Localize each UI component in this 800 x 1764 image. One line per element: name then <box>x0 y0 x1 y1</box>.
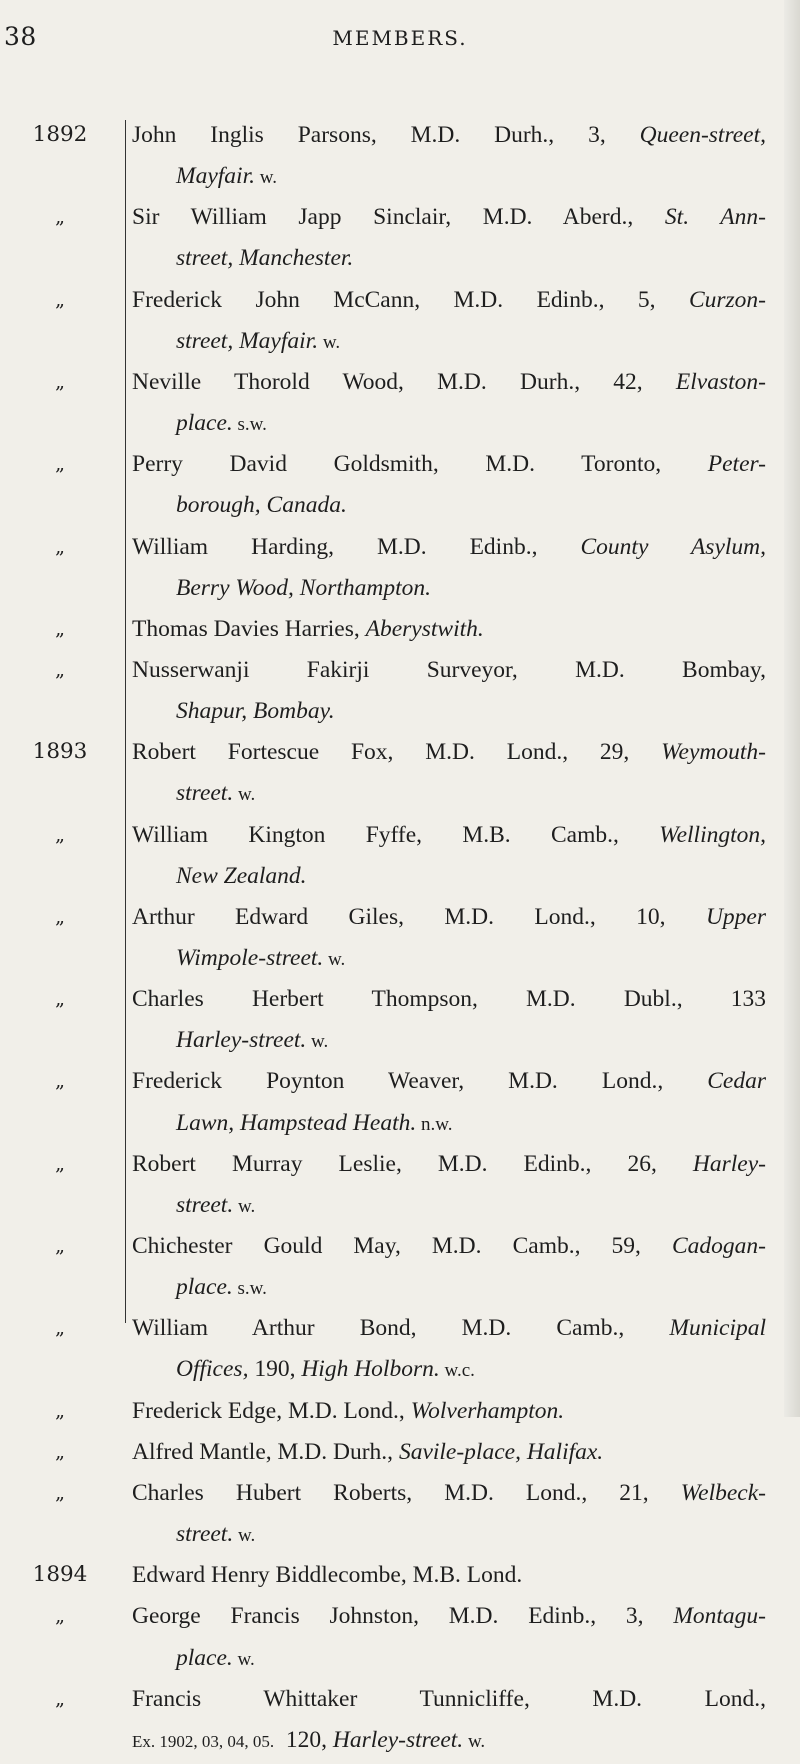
page-edge-shadow <box>784 0 800 1417</box>
member-entry <box>132 653 766 735</box>
member-address-cont: 120, <box>285 1726 333 1753</box>
member-entry <box>132 283 766 365</box>
member-address-cont: Harley-street. <box>176 1027 307 1054</box>
member-entry <box>132 1599 766 1681</box>
year-ditto: „ <box>55 535 65 558</box>
member-entry <box>132 735 766 817</box>
member-address: Curzon- <box>688 286 766 313</box>
member-name: Frederick Poynton Weaver, M.D. Lond., <box>132 1068 708 1095</box>
year-ditto: „ <box>55 1235 65 1258</box>
member-entry <box>132 447 766 529</box>
member-entry <box>132 1311 766 1393</box>
member-name: Frederick Edge, M.D. Lond., <box>132 1397 411 1424</box>
year-ditto: „ <box>55 617 65 640</box>
postal-district: w. <box>323 948 346 970</box>
member-name: William Arthur Bond, M.D. Camb., <box>132 1315 670 1342</box>
year-ditto: „ <box>55 1399 65 1422</box>
member-address: Harley- <box>692 1150 766 1177</box>
running-head: MEMBERS. <box>332 26 468 50</box>
member-entry <box>132 1682 766 1764</box>
postal-district: w. <box>233 1525 256 1547</box>
page-number: 38 <box>4 22 37 51</box>
member-address: Cedar <box>707 1068 766 1095</box>
member-address: Upper <box>705 903 766 930</box>
member-name: William Kington Fyffe, M.B. Camb., <box>132 821 660 848</box>
member-entry <box>132 1229 766 1311</box>
postal-district: w. <box>463 1730 486 1752</box>
member-address: Weymouth- <box>661 739 766 766</box>
year-ditto: „ <box>55 206 65 229</box>
member-name: Nusserwanji Fakirji Surveyor, M.D. Bombay, <box>132 656 766 683</box>
member-address-cont: Wimpole-street. <box>176 944 324 971</box>
member-name: Alfred Mantle, M.D. Durh., <box>132 1438 399 1465</box>
postal-district: s.w. <box>232 1278 267 1300</box>
ex-note: Ex. 1902, 03, 04, 05. <box>132 1731 275 1751</box>
member-name: Robert Murray Leslie, M.D. Edinb., 26, <box>132 1150 693 1177</box>
member-entry <box>132 118 766 200</box>
member-address-street: High Holborn. <box>301 1356 440 1383</box>
postal-district: w. <box>233 784 256 806</box>
postal-district: w.c. <box>439 1360 475 1382</box>
year-ditto: „ <box>55 453 65 476</box>
member-address: St. Ann- <box>664 204 766 231</box>
member-address: County Asylum, <box>580 533 766 560</box>
member-name: Perry David Goldsmith, M.D. Toronto, <box>132 451 708 478</box>
postal-district: w. <box>233 1195 256 1217</box>
member-entry <box>132 612 766 653</box>
year-ditto: „ <box>55 905 65 928</box>
year-ditto: „ <box>55 1070 65 1093</box>
year-ditto: „ <box>55 1687 65 1710</box>
member-entry <box>132 200 766 282</box>
year-label: 1892 <box>32 122 88 147</box>
member-address: Municipal <box>669 1315 766 1342</box>
member-name: Neville Thorold Wood, M.D. Durh., 42, <box>132 368 676 395</box>
member-name: Frederick John McCann, M.D. Edinb., 5, <box>132 286 689 313</box>
member-address: Wellington, <box>659 821 766 848</box>
member-entry <box>132 900 766 982</box>
column-rule <box>125 120 126 1323</box>
year-ditto: „ <box>55 370 65 393</box>
member-address-cont: street, Mayfair. <box>176 327 319 354</box>
year-ditto: „ <box>55 1605 65 1628</box>
postal-district: w. <box>318 331 341 353</box>
member-entry <box>132 1064 766 1146</box>
member-address-cont: street. <box>176 1521 234 1548</box>
postal-district: n.w. <box>416 1113 453 1135</box>
member-entry <box>132 1476 766 1558</box>
member-address-cont: place. <box>176 1644 233 1671</box>
member-entry <box>132 1394 766 1435</box>
member-name: Charles Hubert Roberts, M.D. Lond., 21, <box>132 1479 681 1506</box>
member-address: Aberystwith. <box>365 615 484 642</box>
member-name: John Inglis Parsons, M.D. Durh., 3, <box>132 122 640 148</box>
member-entry <box>132 982 766 1064</box>
member-address-cont: Mayfair. <box>176 163 255 190</box>
member-address: Elvaston- <box>675 368 766 395</box>
year-ditto: „ <box>55 823 65 846</box>
member-address-cont: Shapur, Bombay. <box>176 698 335 725</box>
postal-district: s.w. <box>232 414 267 436</box>
year-ditto: „ <box>55 658 65 681</box>
year-label: 1893 <box>32 739 88 765</box>
member-address: Savile-place, Halifax. <box>398 1438 604 1465</box>
member-entry <box>132 818 766 900</box>
member-name: Edward Henry Biddlecombe, M.B. Lond. <box>132 1562 523 1589</box>
member-address-cont: Lawn, Hampstead Heath. <box>176 1109 417 1136</box>
member-address-cont: street. <box>176 1191 234 1218</box>
postal-district: w. <box>254 167 277 189</box>
year-ditto: „ <box>55 1481 65 1504</box>
member-address: Peter- <box>707 451 766 478</box>
year-ditto: „ <box>55 1317 65 1340</box>
member-address-cont: street. <box>176 780 234 807</box>
member-address: Wolverhampton. <box>410 1397 565 1424</box>
member-address-street: Harley-street. <box>332 1726 464 1753</box>
member-address-cont: borough, Canada. <box>176 492 347 519</box>
year-label: 1894 <box>32 1562 88 1588</box>
year-ditto: „ <box>55 988 65 1011</box>
member-name: Thomas Davies Harries, <box>132 615 366 642</box>
member-entry <box>132 1558 766 1599</box>
year-ditto: „ <box>55 288 65 311</box>
member-address-cont: place. <box>176 1274 233 1301</box>
postal-district: w. <box>232 1648 255 1670</box>
member-address: Montagu- <box>673 1603 766 1630</box>
member-name: Charles Herbert Thompson, M.D. Dubl., 133 <box>132 986 766 1013</box>
member-name: Robert Fortescue Fox, M.D. Lond., 29, <box>132 739 662 766</box>
year-ditto: „ <box>55 1152 65 1175</box>
member-name: Chichester Gould May, M.D. Camb., 59, <box>132 1233 672 1260</box>
year-ditto: „ <box>55 1440 65 1463</box>
member-address-cont: Berry Wood, Northampton. <box>176 574 432 601</box>
member-address-cont: place. <box>176 410 233 437</box>
member-entry <box>132 1147 766 1229</box>
street-number: 190, <box>254 1356 302 1383</box>
member-name: William Harding, M.D. Edinb., <box>132 533 581 560</box>
member-name: George Francis Johnston, M.D. Edinb., 3, <box>132 1603 674 1630</box>
member-address: Cadogan- <box>672 1233 766 1260</box>
member-entry <box>132 530 766 612</box>
member-name: Francis Whittaker Tunnicliffe, M.D. Lond., <box>132 1685 766 1712</box>
member-address-cont: Offices, <box>176 1356 255 1383</box>
member-entry <box>132 1435 766 1476</box>
member-address-cont: street, Manchester. <box>176 245 354 272</box>
member-name: Sir William Japp Sinclair, M.D. Aberd., <box>132 204 665 231</box>
member-address: Welbeck- <box>680 1479 766 1506</box>
member-name: Arthur Edward Giles, M.D. Lond., 10, <box>132 903 706 930</box>
member-entry <box>132 365 766 447</box>
member-address-cont: New Zealand. <box>176 862 307 889</box>
postal-district: w. <box>306 1031 329 1053</box>
member-address: Queen-street, <box>639 122 766 148</box>
